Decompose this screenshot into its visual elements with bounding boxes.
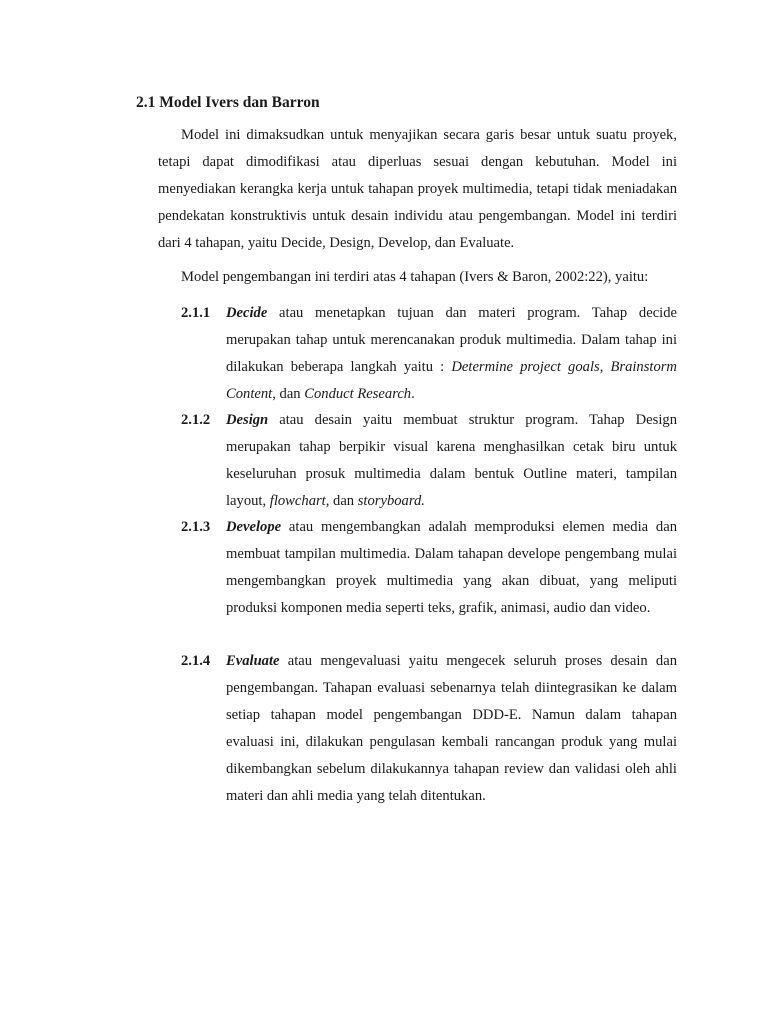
list-item-decide xyxy=(181,300,677,408)
item-text: atau mengevaluasi yaitu mengecek seluruh proses desain dan pengembangan. Tahapan evaluasi sebenarnya telah diintegrasikan ke dalam setiap tahapan model pengembangan DDD-E. Namun dalam tahapan evaluasi ini, dilakukan pengulasan kembali rancangan produk yang mulai dikembangkan sebelum dilakukannya tahapan review dan validasi oleh ahli materi dan ahli media yang telah ditentukan. xyxy=(226,653,677,804)
item-number: 2.1.3 xyxy=(181,519,211,535)
list-item-develope xyxy=(181,514,677,622)
stages-intro-text: Model pengembangan ini terdiri atas 4 tahapan (Ivers & Baron, 2002:22), yaitu: xyxy=(181,269,649,285)
item-text: . xyxy=(411,385,415,402)
stages-intro-paragraph xyxy=(158,264,678,291)
item-term: Design xyxy=(226,412,269,428)
item-body xyxy=(226,407,677,515)
list-item-evaluate xyxy=(181,648,677,809)
intro-paragraph xyxy=(158,122,677,257)
item-term: Evaluate xyxy=(226,653,280,669)
item-number: 2.1.4 xyxy=(181,653,211,669)
item-emphasis: Determine project goals xyxy=(451,358,600,375)
item-text: atau mengembangkan adalah memproduksi elemen media dan membuat tampilan multimedia. Dalam tahapan develope pengembang mulai mengembangkan proyek multimedia yang akan dibuat, yang meliputi produksi komponen media seperti teks, grafik, animasi, audio dan video. xyxy=(226,519,677,616)
item-body xyxy=(226,300,677,408)
list-item-design xyxy=(181,407,677,515)
item-emphasis: storyboard. xyxy=(357,492,425,509)
item-term: Develope xyxy=(226,519,282,535)
intro-paragraph-text: Model ini dimaksudkan untuk menyajikan secara garis besar untuk suatu proyek, tetapi dapat dimodifikasi atau diperluas sesuai dengan kebutuhan. Model ini menyediakan kerangka kerja untuk tahapan proyek multimedia, tetapi tidak meniadakan pendekatan konstruktivis untuk desain individu atau pengembangan. Model ini terdiri dari 4 tahapan, yaitu Decide, Design, Develop, dan Evaluate. xyxy=(158,127,677,251)
item-emphasis: Brainstorm Content xyxy=(226,358,677,402)
item-number: 2.1.1 xyxy=(181,305,211,321)
item-text: atau desain yaitu membuat struktur program. Tahap Design merupakan tahap berpikir visual karena menghasilkan cetak biru untuk keseluruhan prosuk multimedia dalam bentuk Outline materi, tampilan layout, xyxy=(226,412,677,509)
item-body xyxy=(226,648,677,809)
item-number: 2.1.2 xyxy=(181,412,211,428)
item-term: Decide xyxy=(226,305,268,321)
item-text: dan xyxy=(329,492,358,509)
item-text: , dan xyxy=(272,385,305,402)
section-heading: 2.1 Model Ivers dan Barron xyxy=(136,94,320,111)
item-text: , xyxy=(599,358,611,375)
item-body xyxy=(226,514,677,622)
item-emphasis: Conduct Research xyxy=(304,385,412,402)
item-emphasis: flowchart, xyxy=(269,492,330,509)
item-text: atau menetapkan tujuan dan materi program. Tahap decide merupakan tahap untuk merencanakan produk multimedia. Dalam tahap ini dilakukan beberapa langkah yaitu : xyxy=(226,305,677,375)
